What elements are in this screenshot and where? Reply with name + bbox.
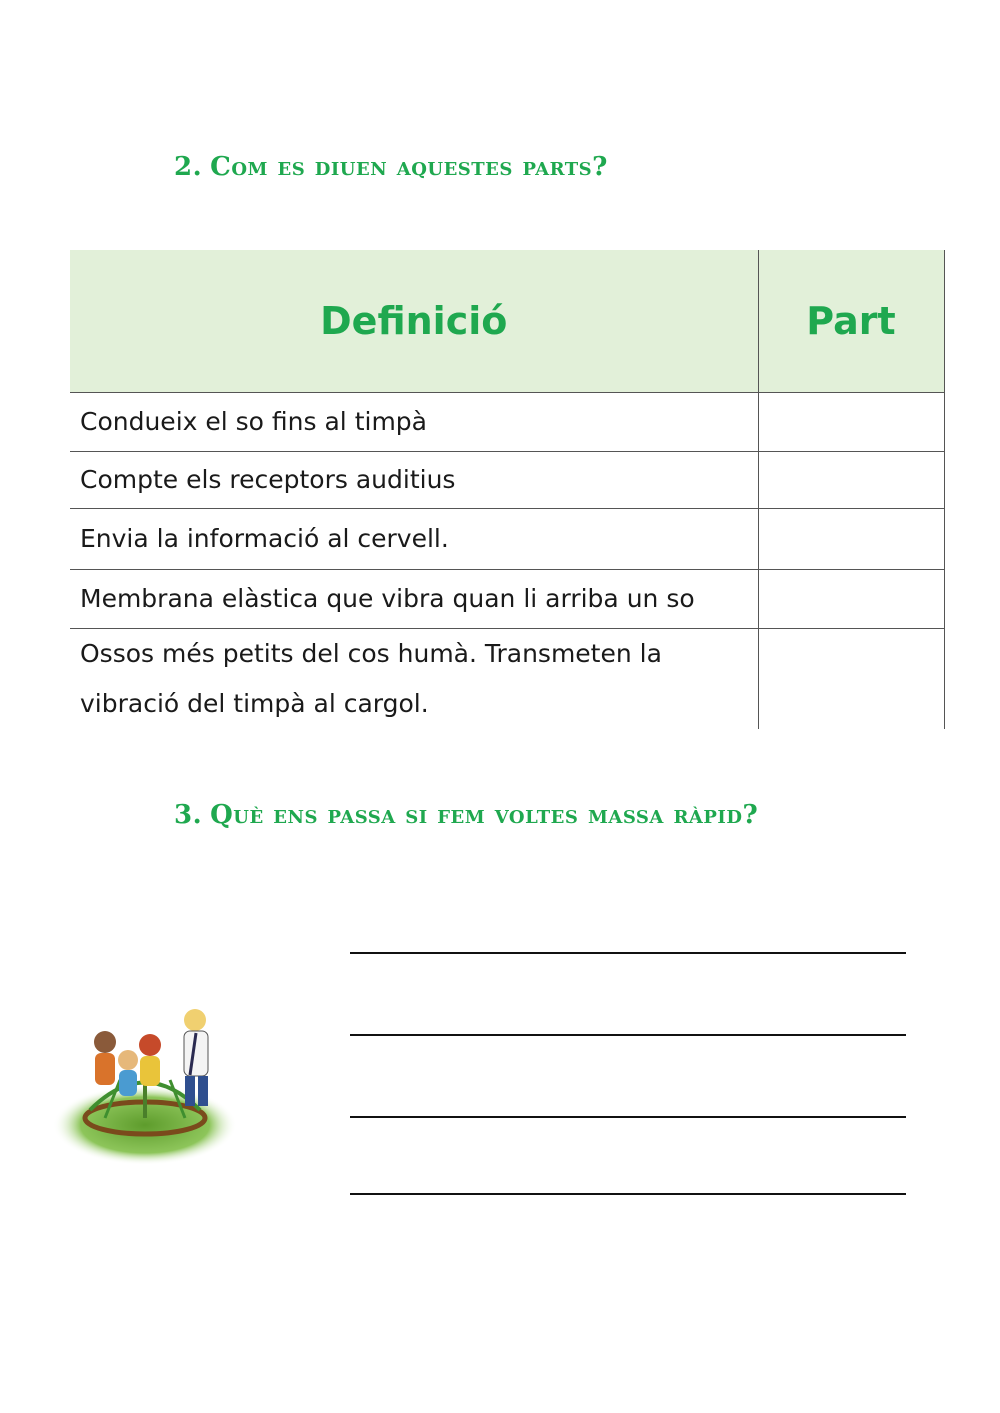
answer-line[interactable]: [350, 952, 906, 954]
header-part: Part: [758, 250, 944, 393]
table-row: [70, 629, 944, 730]
header-definition: Definició: [70, 250, 758, 393]
part-answer-cell[interactable]: [758, 509, 944, 570]
question-3-text: Què ens passa si fem voltes massa ràpid?: [210, 800, 759, 830]
definitions-table: [70, 250, 945, 729]
answer-line[interactable]: [350, 1116, 906, 1118]
table-header-row: [70, 250, 944, 393]
definition-cell: Compte els receptors auditius: [70, 452, 758, 509]
part-answer-cell[interactable]: [758, 393, 944, 452]
table-row: [70, 393, 944, 452]
table-row: [70, 509, 944, 570]
definition-cell: Envia la informació al cervell.: [70, 509, 758, 570]
definition-cell: Membrana elàstica que vibra quan li arriba un so: [70, 570, 758, 629]
children-merry-go-round-illustration: [50, 1000, 240, 1170]
question-3-heading: [174, 800, 758, 830]
table-row: [70, 570, 944, 629]
part-answer-cell[interactable]: [758, 570, 944, 629]
definition-cell: Condueix el so fins al timpà: [70, 393, 758, 452]
part-answer-cell[interactable]: [758, 452, 944, 509]
answer-line[interactable]: [350, 1193, 906, 1195]
table-row: [70, 452, 944, 509]
question-2-text: Com es diuen aquestes parts?: [210, 152, 608, 182]
question-3-number: 3.: [174, 800, 203, 830]
answer-line[interactable]: [350, 1034, 906, 1036]
question-2-number: 2.: [174, 152, 203, 182]
question-2-heading: [174, 152, 608, 182]
definition-cell: Ossos més petits del cos humà. Transmeten la vibració del timpà al cargol.: [80, 639, 662, 718]
part-answer-cell[interactable]: [758, 629, 944, 730]
